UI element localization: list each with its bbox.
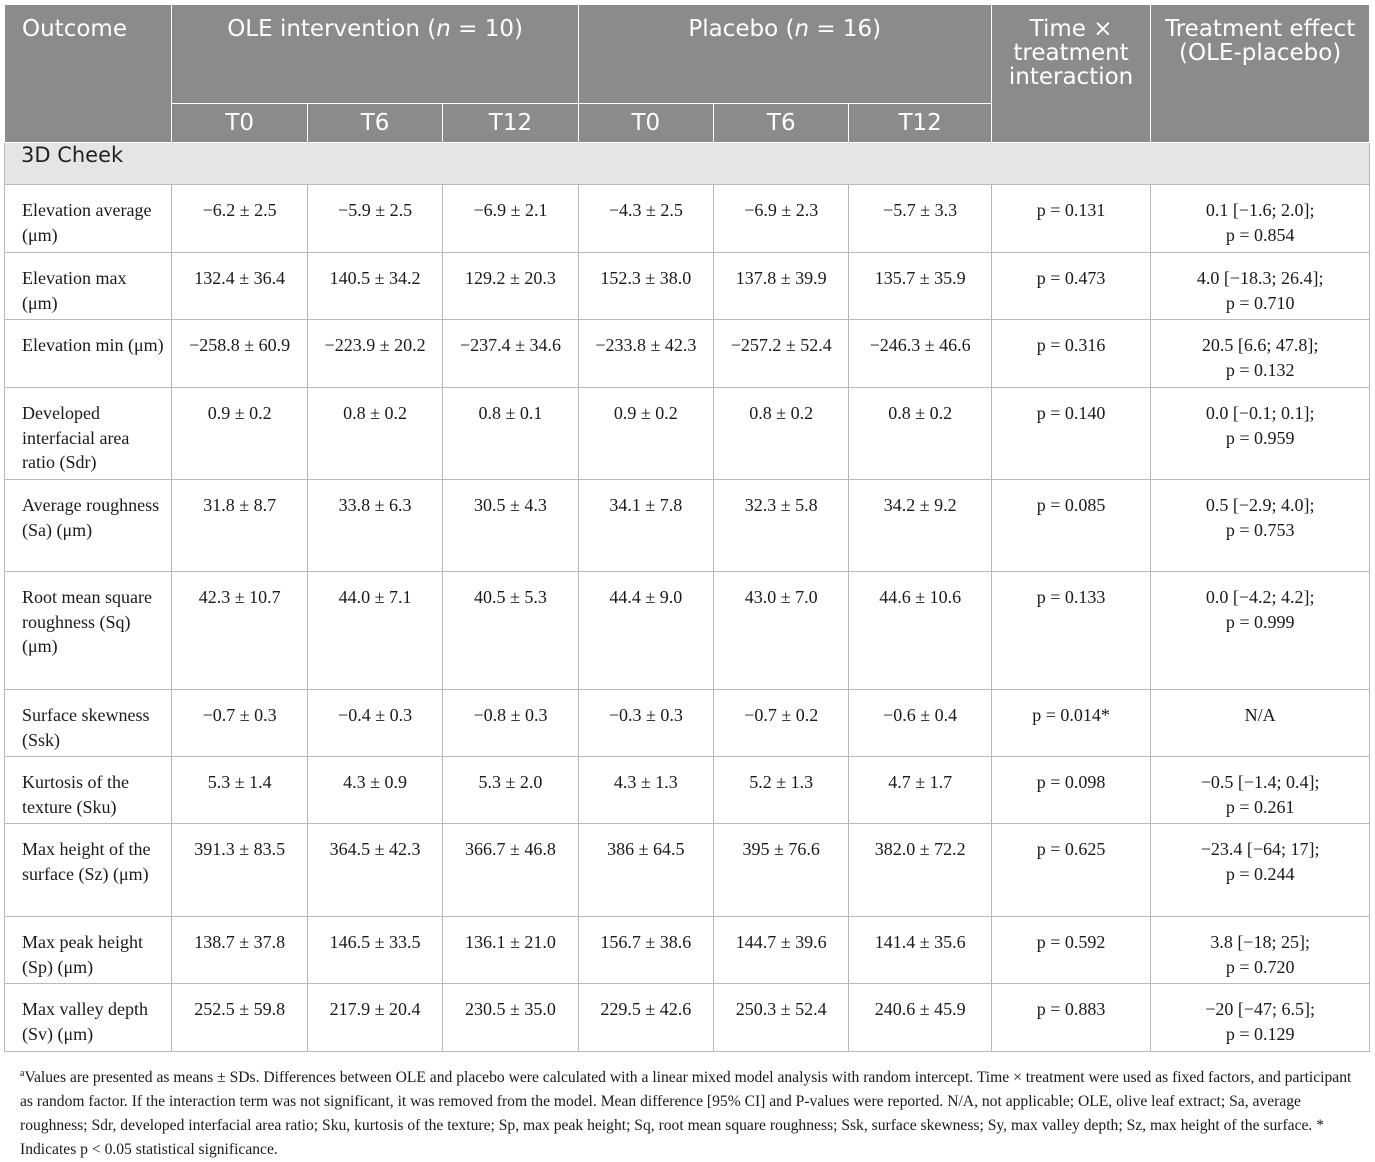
placebo-value-cell: 386 ± 64.5 <box>578 824 713 917</box>
effect-ci: −20 [−47; 6.5]; <box>1205 999 1316 1019</box>
outcome-cell: Elevation average (μm) <box>5 185 172 253</box>
table-row <box>5 253 1370 320</box>
treatment-effect-cell <box>1151 480 1370 572</box>
ole-value-cell: 138.7 ± 37.8 <box>172 917 307 984</box>
placebo-value-cell: 240.6 ± 45.9 <box>849 984 991 1052</box>
effect-p: p = 0.854 <box>1225 224 1295 245</box>
header-ole-group: OLE intervention (n = 10) <box>172 5 578 104</box>
ole-value-cell: −5.9 ± 2.5 <box>307 185 442 253</box>
outcome-cell: Elevation max (μm) <box>5 253 172 320</box>
table-row <box>5 388 1370 480</box>
results-table-container <box>4 5 1370 1162</box>
ole-value-cell: −0.7 ± 0.3 <box>172 690 307 757</box>
interaction-p-cell: p = 0.473 <box>991 253 1150 320</box>
table-row <box>5 824 1370 917</box>
outcome-cell: Average roughness (Sa) (μm) <box>5 480 172 572</box>
ole-value-cell: −0.4 ± 0.3 <box>307 690 442 757</box>
outcome-cell: Max height of the surface (Sz) (μm) <box>5 824 172 917</box>
effect-ci: 0.0 [−0.1; 0.1]; <box>1205 403 1315 423</box>
effect-ci: −0.5 [−1.4; 0.4]; <box>1200 772 1320 792</box>
interaction-p-cell: p = 0.883 <box>991 984 1150 1052</box>
effect-p: p = 0.261 <box>1225 796 1295 817</box>
section-title: 3D Cheek <box>5 143 1370 185</box>
ole-value-cell: 4.3 ± 0.9 <box>307 757 442 824</box>
placebo-value-cell: −233.8 ± 42.3 <box>578 320 713 388</box>
table-header <box>5 5 1370 143</box>
placebo-value-cell: 43.0 ± 7.0 <box>714 572 849 690</box>
interaction-p-cell: p = 0.098 <box>991 757 1150 824</box>
table-row <box>5 984 1370 1052</box>
effect-p: p = 0.244 <box>1225 863 1295 884</box>
placebo-value-cell: 229.5 ± 42.6 <box>578 984 713 1052</box>
header-ole-t12: T12 <box>443 104 578 143</box>
ole-value-cell: −6.2 ± 2.5 <box>172 185 307 253</box>
treatment-effect-cell <box>1151 757 1370 824</box>
interaction-p-cell: p = 0.085 <box>991 480 1150 572</box>
ole-value-cell: 217.9 ± 20.4 <box>307 984 442 1052</box>
treatment-effect-cell <box>1151 253 1370 320</box>
treatment-effect-cell <box>1151 320 1370 388</box>
effect-ci: 0.1 [−1.6; 2.0]; <box>1205 200 1315 220</box>
placebo-value-cell: 0.8 ± 0.2 <box>849 388 991 480</box>
header-interaction: Time × treatment interaction <box>991 5 1150 143</box>
header-placebo-group: Placebo (n = 16) <box>578 5 991 104</box>
placebo-value-cell: 4.7 ± 1.7 <box>849 757 991 824</box>
ole-value-cell: 31.8 ± 8.7 <box>172 480 307 572</box>
effect-p: p = 0.132 <box>1225 359 1295 380</box>
ole-value-cell: 364.5 ± 42.3 <box>307 824 442 917</box>
effect-ci: N/A <box>1244 705 1276 725</box>
ole-value-cell: 0.8 ± 0.2 <box>307 388 442 480</box>
ole-value-cell: 0.8 ± 0.1 <box>443 388 578 480</box>
ole-value-cell: 129.2 ± 20.3 <box>443 253 578 320</box>
table-row <box>5 690 1370 757</box>
placebo-value-cell: 144.7 ± 39.6 <box>714 917 849 984</box>
ole-value-cell: −237.4 ± 34.6 <box>443 320 578 388</box>
header-placebo-t0: T0 <box>578 104 713 143</box>
effect-p: p = 0.129 <box>1225 1023 1295 1044</box>
ole-value-cell: −258.8 ± 60.9 <box>172 320 307 388</box>
effect-ci: 0.5 [−2.9; 4.0]; <box>1205 495 1315 515</box>
ole-value-cell: 366.7 ± 46.8 <box>443 824 578 917</box>
ole-value-cell: 40.5 ± 5.3 <box>443 572 578 690</box>
ole-value-cell: −223.9 ± 20.2 <box>307 320 442 388</box>
interaction-p-cell: p = 0.316 <box>991 320 1150 388</box>
ole-value-cell: 230.5 ± 35.0 <box>443 984 578 1052</box>
placebo-value-cell: −257.2 ± 52.4 <box>714 320 849 388</box>
table-row <box>5 572 1370 690</box>
section-row <box>5 143 1370 185</box>
interaction-p-cell: p = 0.592 <box>991 917 1150 984</box>
ole-value-cell: 30.5 ± 4.3 <box>443 480 578 572</box>
ole-value-cell: 42.3 ± 10.7 <box>172 572 307 690</box>
placebo-value-cell: 382.0 ± 72.2 <box>849 824 991 917</box>
ole-value-cell: 132.4 ± 36.4 <box>172 253 307 320</box>
table-row <box>5 185 1370 253</box>
outcome-cell: Surface skewness (Ssk) <box>5 690 172 757</box>
outcome-cell: Developed interfacial area ratio (Sdr) <box>5 388 172 480</box>
placebo-value-cell: 152.3 ± 38.0 <box>578 253 713 320</box>
header-placebo-t6: T6 <box>714 104 849 143</box>
treatment-effect-cell <box>1151 824 1370 917</box>
ole-value-cell: 391.3 ± 83.5 <box>172 824 307 917</box>
footnote-text: Values are presented as means ± SDs. Differences between OLE and placebo were calculated with a linear mixed model analysis with random intercept. Time × treatment were used as fixed factors, and participant as random factor. If the interaction term was not significant, it was removed from the model. Mean difference [95% CI] and P-values were reported. N/A, not applicable; OLE, olive leaf extract; Sa, average roughness; Sdr, developed interfacial area ratio; Sku, kurtosis of the texture; Sp, max peak height; Sq, root mean square roughness; Ssk, surface skewness; Sy, max valley depth; Sz, max height of the surface. * Indicates p < 0.05 statistical significance. <box>20 1069 1352 1159</box>
effect-ci: 20.5 [6.6; 47.8]; <box>1201 335 1319 355</box>
ole-value-cell: 136.1 ± 21.0 <box>443 917 578 984</box>
table-body <box>5 143 1370 1052</box>
ole-value-cell: 146.5 ± 33.5 <box>307 917 442 984</box>
ole-value-cell: 252.5 ± 59.8 <box>172 984 307 1052</box>
treatment-effect-cell <box>1151 185 1370 253</box>
table-row <box>5 480 1370 572</box>
table-row <box>5 917 1370 984</box>
effect-p: p = 0.710 <box>1225 292 1295 313</box>
placebo-value-cell: 135.7 ± 35.9 <box>849 253 991 320</box>
placebo-value-cell: 156.7 ± 38.6 <box>578 917 713 984</box>
effect-ci: 0.0 [−4.2; 4.2]; <box>1205 587 1315 607</box>
treatment-effect-cell <box>1151 690 1370 757</box>
treatment-effect-cell <box>1151 984 1370 1052</box>
effect-ci: 3.8 [−18; 25]; <box>1210 932 1310 952</box>
ole-value-cell: 33.8 ± 6.3 <box>307 480 442 572</box>
interaction-p-cell: p = 0.014* <box>991 690 1150 757</box>
effect-p: p = 0.999 <box>1225 611 1295 632</box>
outcome-cell: Kurtosis of the texture (Sku) <box>5 757 172 824</box>
effect-p: p = 0.720 <box>1225 956 1295 977</box>
placebo-value-cell: 32.3 ± 5.8 <box>714 480 849 572</box>
placebo-value-cell: 34.1 ± 7.8 <box>578 480 713 572</box>
results-table <box>4 5 1370 1052</box>
placebo-value-cell: 44.4 ± 9.0 <box>578 572 713 690</box>
placebo-value-cell: 395 ± 76.6 <box>714 824 849 917</box>
interaction-p-cell: p = 0.131 <box>991 185 1150 253</box>
effect-ci: 4.0 [−18.3; 26.4]; <box>1196 268 1324 288</box>
outcome-cell: Max peak height (Sp) (μm) <box>5 917 172 984</box>
placebo-value-cell: 137.8 ± 39.9 <box>714 253 849 320</box>
placebo-value-cell: 34.2 ± 9.2 <box>849 480 991 572</box>
placebo-value-cell: 250.3 ± 52.4 <box>714 984 849 1052</box>
ole-value-cell: −6.9 ± 2.1 <box>443 185 578 253</box>
placebo-value-cell: 4.3 ± 1.3 <box>578 757 713 824</box>
placebo-value-cell: −0.3 ± 0.3 <box>578 690 713 757</box>
placebo-value-cell: 44.6 ± 10.6 <box>849 572 991 690</box>
table-row <box>5 757 1370 824</box>
effect-p: p = 0.753 <box>1225 519 1295 540</box>
placebo-value-cell: −0.6 ± 0.4 <box>849 690 991 757</box>
ole-value-cell: 44.0 ± 7.1 <box>307 572 442 690</box>
table-footnote <box>4 1052 1370 1162</box>
header-ole-t6: T6 <box>307 104 442 143</box>
placebo-value-cell: −5.7 ± 3.3 <box>849 185 991 253</box>
header-ole-t0: T0 <box>172 104 307 143</box>
outcome-cell: Root mean square roughness (Sq) (μm) <box>5 572 172 690</box>
treatment-effect-cell <box>1151 388 1370 480</box>
placebo-value-cell: −246.3 ± 46.6 <box>849 320 991 388</box>
header-outcome: Outcome <box>5 5 172 143</box>
ole-value-cell: 5.3 ± 1.4 <box>172 757 307 824</box>
treatment-effect-cell <box>1151 917 1370 984</box>
outcome-cell: Max valley depth (Sv) (μm) <box>5 984 172 1052</box>
placebo-value-cell: −4.3 ± 2.5 <box>578 185 713 253</box>
effect-ci: −23.4 [−64; 17]; <box>1200 839 1320 859</box>
ole-value-cell: 5.3 ± 2.0 <box>443 757 578 824</box>
table-row <box>5 320 1370 388</box>
placebo-value-cell: 0.8 ± 0.2 <box>714 388 849 480</box>
placebo-value-cell: −6.9 ± 2.3 <box>714 185 849 253</box>
interaction-p-cell: p = 0.625 <box>991 824 1150 917</box>
header-placebo-t12: T12 <box>849 104 991 143</box>
interaction-p-cell: p = 0.133 <box>991 572 1150 690</box>
ole-value-cell: −0.8 ± 0.3 <box>443 690 578 757</box>
footnote-marker: a <box>20 1068 25 1079</box>
ole-value-cell: 0.9 ± 0.2 <box>172 388 307 480</box>
placebo-value-cell: 141.4 ± 35.6 <box>849 917 991 984</box>
placebo-value-cell: 0.9 ± 0.2 <box>578 388 713 480</box>
ole-value-cell: 140.5 ± 34.2 <box>307 253 442 320</box>
treatment-effect-cell <box>1151 572 1370 690</box>
header-treatment-effect: Treatment effect (OLE-placebo) <box>1151 5 1370 143</box>
placebo-value-cell: 5.2 ± 1.3 <box>714 757 849 824</box>
outcome-cell: Elevation min (μm) <box>5 320 172 388</box>
effect-p: p = 0.959 <box>1225 427 1295 448</box>
interaction-p-cell: p = 0.140 <box>991 388 1150 480</box>
placebo-value-cell: −0.7 ± 0.2 <box>714 690 849 757</box>
